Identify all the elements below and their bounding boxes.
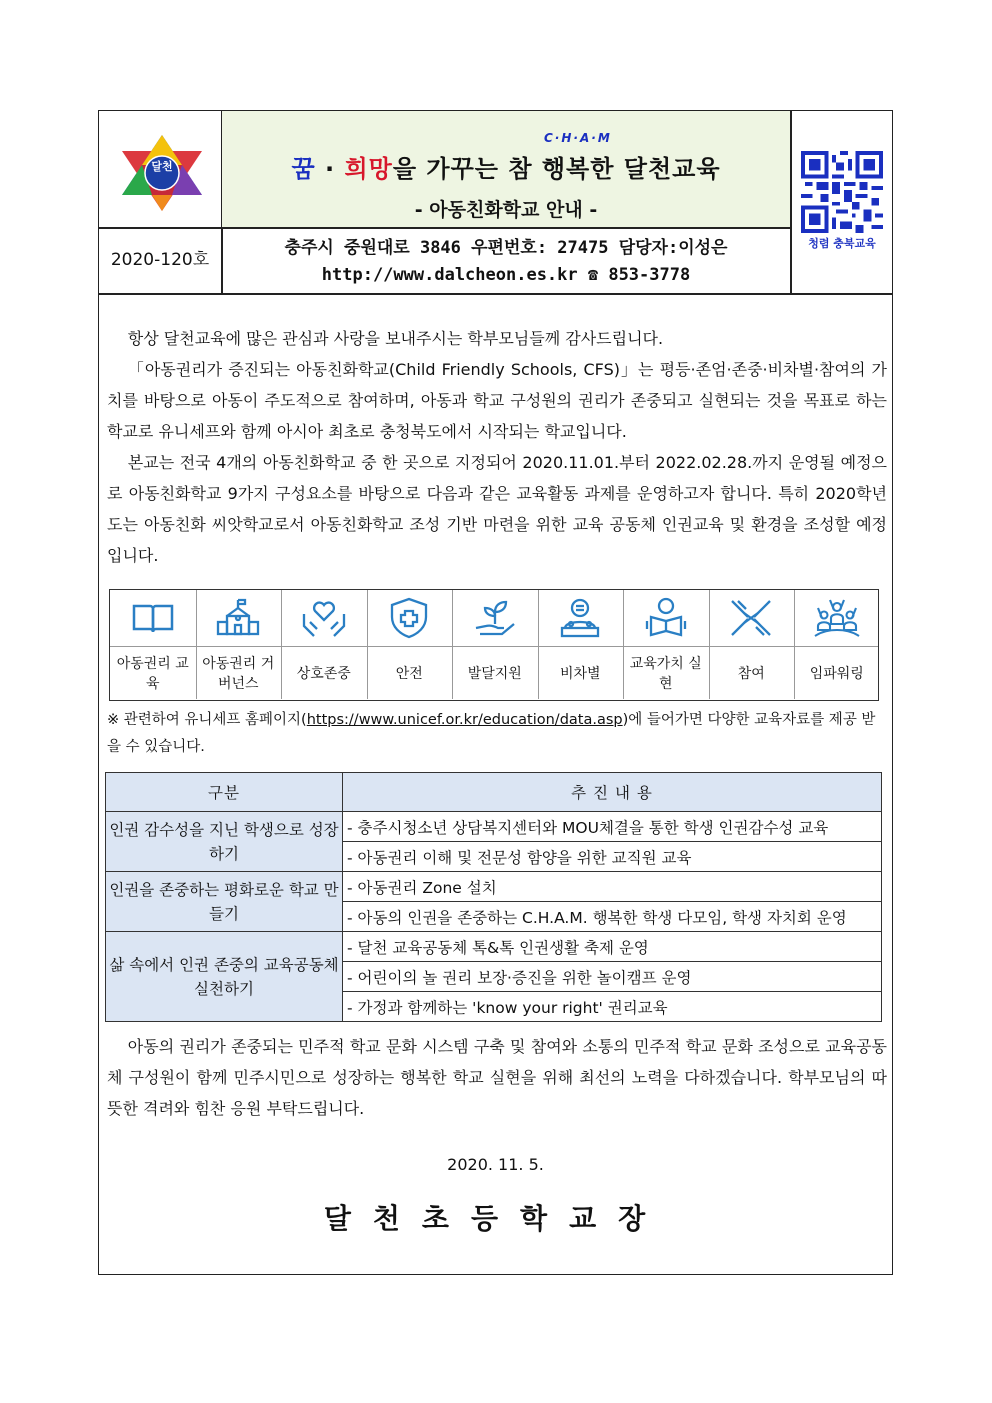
qr-caption: 청렴 충북교육 xyxy=(808,237,876,250)
people-icon xyxy=(812,596,862,640)
table-row xyxy=(106,812,882,842)
component-cell xyxy=(281,590,367,699)
shield-icon xyxy=(386,597,432,639)
closing-text xyxy=(107,1031,887,1124)
closing-paragraph: 아동의 권리가 존중되는 민주적 학교 문화 시스템 구축 및 참여와 소통의 민주적 학교 문화 조성으로 교육공동체 구성원이 함께 민주시민으로 성장하는 행복한 학교 실현을 위해 최선의 노력을 다하겠습니다. 학부모님의 따뜻한 격려와 힘찬 응원 부탁드립니다. xyxy=(107,1037,887,1118)
plan-table xyxy=(105,772,882,1022)
document-number: 2020-120호 xyxy=(110,250,210,270)
address-line: 충주시 중원대로 3846 우편번호: 27475 담당자:이성은 xyxy=(284,238,728,258)
category-cell: 인권을 존중하는 평화로운 학교 만들기 xyxy=(106,872,343,932)
table-row xyxy=(106,872,882,902)
component-label: 아동권리 교육 xyxy=(116,655,189,692)
category-cell: 삶 속에서 인권 존중의 교육공동체 실천하기 xyxy=(106,932,343,1022)
title-part: 행복한 달천교육 xyxy=(532,155,721,183)
item-cell: - 아동의 인권을 존중하는 C.H.A.M. 행복한 학생 다모임, 학생 자치회 운영 xyxy=(343,902,882,932)
document-frame xyxy=(98,110,893,1275)
main-title xyxy=(222,149,790,184)
school-address xyxy=(222,235,790,289)
item-cell: - 가정과 함께하는 'know your right' 권리교육 xyxy=(343,992,882,1022)
title-part: 을 가꾸는 참 xyxy=(392,155,533,183)
heart-hands-icon xyxy=(301,598,347,638)
item-cell: - 충주시청소년 상담복지센터와 MOU체결을 통한 학생 인권감수성 교육 xyxy=(343,812,882,842)
component-cell xyxy=(623,590,709,699)
note-suffix: )에 들어가면 다양한 교육자료를 제공 받을 수 있습니다. xyxy=(107,712,876,755)
qr-code-icon[interactable] xyxy=(799,151,885,233)
component-cell xyxy=(538,590,624,699)
component-cell xyxy=(367,590,453,699)
column-header: 추 진 내 용 xyxy=(343,773,882,812)
table-header-row xyxy=(106,773,882,812)
signature: 달천초등학교장 xyxy=(323,1202,668,1235)
letter-date: 2020. 11. 5. xyxy=(447,1155,544,1174)
web-line[interactable]: http://www.dalcheon.es.kr ☎ 853-3778 xyxy=(321,265,691,285)
component-cell xyxy=(110,590,196,699)
reader-icon xyxy=(643,597,689,639)
component-label: 안전 xyxy=(395,665,423,682)
intro-paragraph: 본교는 전국 4개의 아동친화학교 중 한 곳으로 지정되어 2020.11.01.부터 2022.02.28.까지 운영될 예정으로 아동친화학교 9가지 구성요소를 바탕으로 다음과 같은 교육활동 과제를 운영하고자 합니다. 특히 2020학년도는 아동친화 씨앗학교로서 아동친화학교 조성 기반 마련을 위한 교육 공동체 인권교육 및 환경을 조성할 예정입니다. xyxy=(107,453,887,565)
joined-hands-icon xyxy=(728,597,774,639)
book-icon xyxy=(130,598,176,638)
title-part: 꿈 xyxy=(291,155,316,183)
component-label: 상호존중 xyxy=(296,665,351,682)
column-header: 구분 xyxy=(106,773,343,812)
component-label: 임파워링 xyxy=(809,665,864,682)
cfs-components-box xyxy=(109,589,879,701)
intro-paragraph: 「아동권리가 증진되는 아동친화학교(Child Friendly Schools, CFS)」는 평등·존엄·존중·비차별·참여의 가치를 바탕으로 아동이 주도적으로 참여하며, 아동과 학교 구성원의 권리가 존중되고 실현되는 것을 목표로 하는 학교로 유니세프와 함께 아시아 최초로 충청북도에서 시작되는 학교입니다. xyxy=(107,360,887,441)
title-part: · xyxy=(315,155,345,183)
item-cell: - 아동권리 이해 및 전문성 함양을 위한 교직원 교육 xyxy=(343,842,882,872)
logo-text: 달천 xyxy=(151,160,173,173)
component-cell xyxy=(709,590,795,699)
subtitle: - 아동친화학교 안내 - xyxy=(414,199,598,221)
unicef-note xyxy=(107,707,887,761)
title-banner xyxy=(222,111,790,227)
school-logo-icon xyxy=(117,133,207,213)
title-part: 희망 xyxy=(344,155,393,183)
school-icon xyxy=(215,598,261,638)
unicef-link[interactable]: https://www.unicef.or.kr/education/data.asp xyxy=(306,712,623,728)
component-label: 참여 xyxy=(737,665,765,682)
component-label: 발달지원 xyxy=(467,665,522,682)
note-prefix: ※ 관련하여 유니세프 홈페이지( xyxy=(107,712,307,728)
item-cell: - 어린이의 놀 권리 보장·증진을 위한 놀이캠프 운영 xyxy=(343,962,882,992)
table-row xyxy=(106,932,882,962)
sprout-icon xyxy=(472,598,518,638)
intro-paragraph: 항상 달천교육에 많은 관심과 사랑을 보내주시는 학부모님들께 감사드립니다. xyxy=(127,329,664,348)
item-cell: - 달천 교육공동체 톡&톡 인권생활 축제 운영 xyxy=(343,932,882,962)
cham-mark: C·H·A·M xyxy=(544,131,612,145)
intro-text xyxy=(107,323,887,571)
component-label: 교육가치 실현 xyxy=(629,655,702,692)
component-cell xyxy=(196,590,282,699)
letterhead xyxy=(99,111,892,293)
component-cell xyxy=(452,590,538,699)
category-cell: 인권 감수성을 지닌 학생으로 성장하기 xyxy=(106,812,343,872)
component-cell xyxy=(794,590,880,699)
component-label: 비차별 xyxy=(559,665,601,682)
item-cell: - 아동권리 Zone 설치 xyxy=(343,872,882,902)
component-label: 아동권리 거버넌스 xyxy=(202,655,275,692)
equality-icon xyxy=(557,598,603,638)
